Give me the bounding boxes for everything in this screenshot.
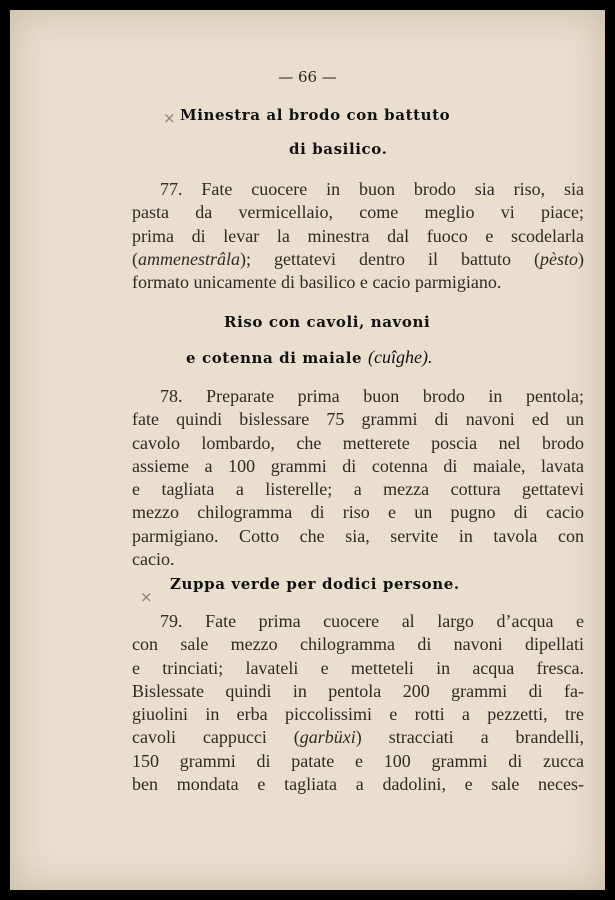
text-line: pasta da vermicellaio, come meglio vi piace; bbox=[132, 202, 584, 223]
recipe-78-paragraph bbox=[132, 385, 584, 571]
pencil-mark-icon: × bbox=[163, 109, 176, 127]
text-line: 79. Fate prima cuocere al largo d’acqua e bbox=[160, 611, 584, 631]
text-line: 78. Preparate prima buon brodo in pentola; bbox=[160, 386, 584, 406]
text-line: parmigiano. Cotto che sia, servite in tavola con bbox=[132, 525, 584, 546]
text-line: ben mondata e tagliata a dadolini, e sale neces- bbox=[132, 774, 584, 795]
recipe-77-title-line1: Minestra al brodo con battuto bbox=[180, 106, 451, 124]
text-line: cavoli cappucci (garbüxi) stracciati a brandelli, bbox=[132, 727, 585, 748]
text-line: (ammenestrâla); gettatevi dentro il battuto (pèsto) bbox=[132, 248, 584, 269]
text-line: e trinciati; lavateli e metteteli in acqua fresca. bbox=[132, 657, 584, 678]
recipe-78-title-line2: e cotenna di maiale (cuîghe). bbox=[186, 347, 433, 367]
text-line: cacio. bbox=[132, 549, 175, 570]
text-line: con sale mezzo chilogramma di navoni dipellati bbox=[132, 634, 584, 655]
page-number: — 66 — bbox=[278, 68, 337, 86]
recipe-77-paragraph bbox=[132, 178, 584, 294]
recipe-79-title: Zuppa verde per dodici persone. bbox=[170, 575, 460, 593]
text-line: mezzo chilogramma di riso e un pugno di cacio bbox=[132, 502, 584, 523]
text-line: Bislessate quindi in pentola 200 grammi di fa- bbox=[132, 680, 584, 701]
text-line: fate quindi bislessare 75 grammi di navoni ed un bbox=[132, 409, 584, 430]
text-line: prima di levar la minestra dal fuoco e scodelarla bbox=[132, 225, 584, 246]
book-page bbox=[10, 10, 605, 890]
text-line: assieme a 100 grammi di cotenna di maiale, lavata bbox=[132, 455, 584, 476]
text-line: 150 grammi di patate e 100 grammi di zucca bbox=[132, 750, 584, 771]
pencil-mark-icon: × bbox=[140, 588, 153, 606]
text-line: giuolini in erba piccolissimi e rotti a pezzetti, tre bbox=[132, 704, 584, 725]
recipe-79-paragraph bbox=[132, 610, 584, 796]
recipe-77-title-line2: di basilico. bbox=[289, 140, 388, 158]
text-line: cavolo lombardo, che metterete poscia nel brodo bbox=[132, 432, 584, 453]
recipe-78-title-line1: Riso con cavoli, navoni bbox=[224, 313, 431, 331]
text-line: formato unicamente di basilico e cacio parmigiano. bbox=[132, 272, 502, 293]
text-line: e tagliata a listerelle; a mezza cottura gettatevi bbox=[132, 479, 584, 500]
text-line: 77. Fate cuocere in buon brodo sia riso, sia bbox=[160, 179, 584, 199]
